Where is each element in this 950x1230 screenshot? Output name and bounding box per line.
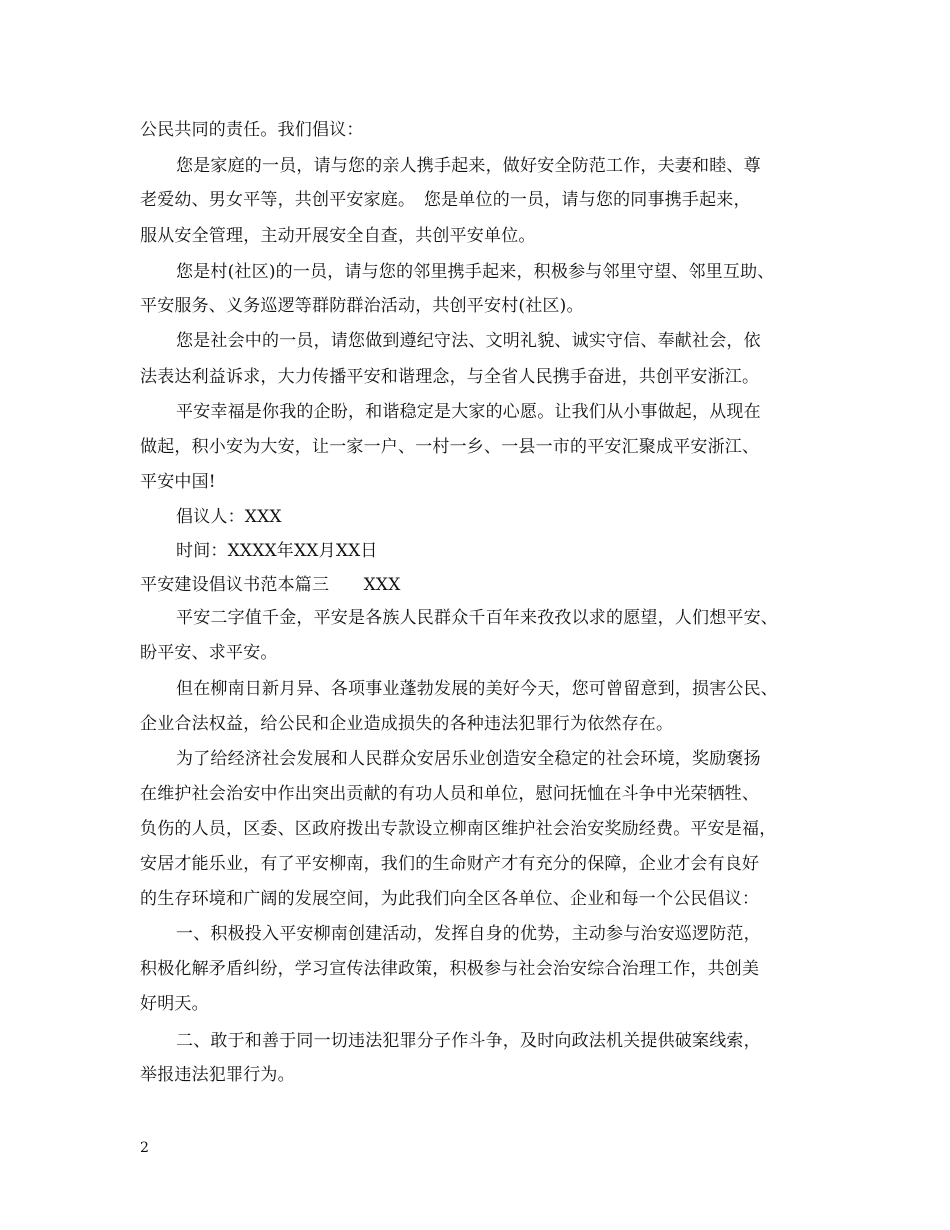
text-line: 倡议人：XXX [176, 507, 282, 527]
text-line: 二、敢于和善于同一切违法犯罪分子作斗争，及时向政法机关提供破案线索， [176, 1031, 761, 1051]
text-line: 为了给经济社会发展和人民群众安居乐业创造安全稳定的社会环境，奖励褒扬 [176, 749, 761, 769]
text-line: 的生存环境和广阔的发展空间，为此我们向全区各单位、企业和每一个公民倡议： [140, 889, 760, 909]
text-line: 您是村(社区)的一员，请与您的邻里携手起来，积极参与邻里守望、邻里互助、 [176, 262, 775, 282]
text-line: 公民共同的责任。我们倡议： [140, 120, 364, 140]
page-number: 2 [140, 1140, 149, 1156]
text-line: 安居才能乐业，有了平安柳南，我们的生命财产才有充分的保障，企业才会有良好 [140, 854, 760, 874]
text-line: 但在柳南日新月异、各项事业蓬勃发展的美好今天，您可曾留意到，损害公民、 [176, 679, 778, 699]
text-line: 好明天。 [140, 994, 209, 1014]
text-line: 平安服务、义务巡逻等群防群治活动，共创平安村(社区)。 [140, 296, 584, 316]
text-line: 您是社会中的一员，请您做到遵纪守法、文明礼貌、诚实守信、奉献社会，依 [176, 331, 761, 351]
text-line: 负伤的人员，区委、区政府拨出专款设立柳南区维护社会治安奖励经费。平安是福， [140, 819, 777, 839]
text-line: 平安中国! [140, 472, 216, 492]
text-line: 平安幸福是你我的企盼，和谐稳定是大家的心愿。让我们从小事做起，从现在 [176, 402, 761, 422]
text-line: 积极化解矛盾纠纷，学习宣传法律政策，积极参与社会治安综合治理工作，共创美 [140, 959, 760, 979]
text-line: 做起，积小安为大安，让一家一户、一村一乡、一县一市的平安汇聚成平安浙江、 [140, 437, 760, 457]
text-line: 法表达利益诉求，大力传播平安和谐理念，与全省人民携手奋进，共创平安浙江。 [140, 367, 760, 387]
text-line: 一、积极投入平安柳南创建活动，发挥自身的优势，主动参与治安巡逻防范， [176, 924, 761, 944]
text-line: 服从安全管理，主动开展安全自查，共创平安单位。 [140, 226, 536, 246]
text-line: 老爱幼、男女平等，共创平安家庭。 您是单位的一员，请与您的同事携手起来， [140, 190, 751, 210]
section-heading: 平安建设倡议书范本篇三 XXX [140, 575, 401, 595]
text-line: 盼平安、求平安。 [140, 643, 278, 663]
text-line: 平安二字值千金，平安是各族人民群众千百年来孜孜以求的愿望，人们想平安、 [176, 608, 778, 628]
text-line: 在维护社会治安中作出突出贡献的有功人员和单位，慰问抚恤在斗争中光荣牺牲、 [140, 784, 760, 804]
text-line: 企业合法权益，给公民和企业造成损失的各种违法犯罪行为依然存在。 [140, 714, 674, 734]
text-line: 时间：XXXX年XX月XX日 [176, 541, 378, 561]
text-line: 举报违法犯罪行为。 [140, 1065, 295, 1085]
text-line: 您是家庭的一员，请与您的亲人携手起来，做好安全防范工作，夫妻和睦、尊 [176, 156, 761, 176]
